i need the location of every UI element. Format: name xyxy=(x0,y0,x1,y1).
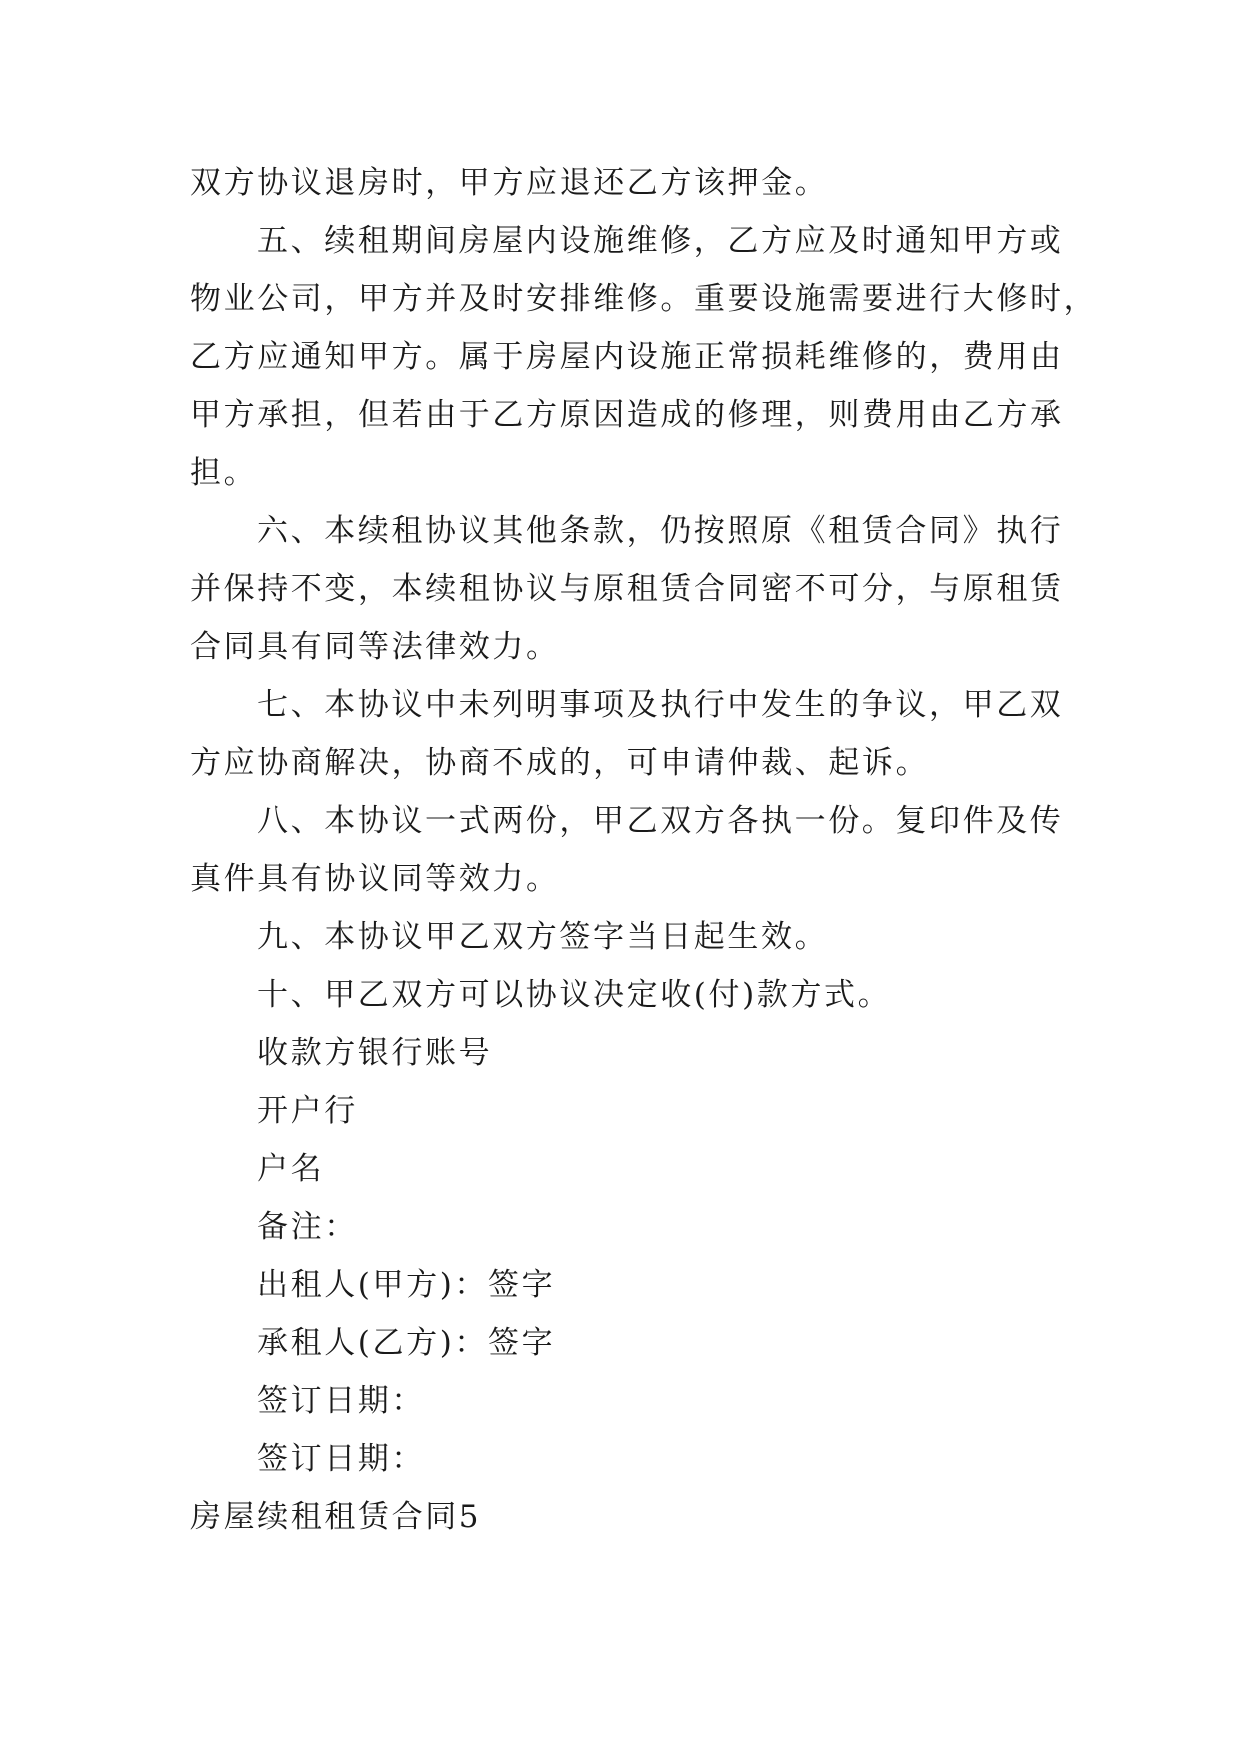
section-heading: 房屋续租租赁合同5 xyxy=(190,1499,482,1535)
text-line: 收款方银行账号 xyxy=(257,1035,493,1071)
text-line: 双方协议退房时，甲方应退还乙方该押金。 xyxy=(190,165,829,201)
text-line: 开户行 xyxy=(257,1093,358,1129)
text-line: 乙方应通知甲方。属于房屋内设施正常损耗维修的，费用由 xyxy=(190,339,1064,375)
text-line: 户名 xyxy=(257,1151,325,1187)
text-line: 九、本协议甲乙双方签字当日起生效。 xyxy=(257,919,829,955)
text-line: 签订日期： xyxy=(257,1441,425,1477)
text-line: 合同具有同等法律效力。 xyxy=(190,629,560,665)
text-line: 担。 xyxy=(190,455,258,491)
text-line: 并保持不变，本续租协议与原租赁合同密不可分，与原租赁 xyxy=(190,571,1064,607)
text-line: 七、本协议中未列明事项及执行中发生的争议，甲乙双 xyxy=(257,687,1064,723)
text-line: 签订日期： xyxy=(257,1383,425,1419)
text-line: 出租人(甲方)：签字 xyxy=(257,1267,556,1303)
text-line: 承租人(乙方)：签字 xyxy=(257,1325,556,1361)
text-line: 真件具有协议同等效力。 xyxy=(190,861,560,897)
text-line: 物业公司，甲方并及时安排维修。重要设施需要进行大修时， xyxy=(190,281,1098,317)
text-line: 甲方承担，但若由于乙方原因造成的修理，则费用由乙方承 xyxy=(190,397,1064,433)
text-line: 十、甲乙双方可以协议决定收(付)款方式。 xyxy=(257,977,892,1013)
text-line: 备注： xyxy=(257,1209,358,1245)
text-line: 方应协商解决，协商不成的，可申请仲裁、起诉。 xyxy=(190,745,930,781)
text-line: 六、本续租协议其他条款，仍按照原《租赁合同》执行 xyxy=(257,513,1064,549)
text-line: 八、本协议一式两份，甲乙双方各执一份。复印件及传 xyxy=(257,803,1064,839)
text-line: 五、续租期间房屋内设施维修，乙方应及时通知甲方或 xyxy=(257,223,1064,259)
